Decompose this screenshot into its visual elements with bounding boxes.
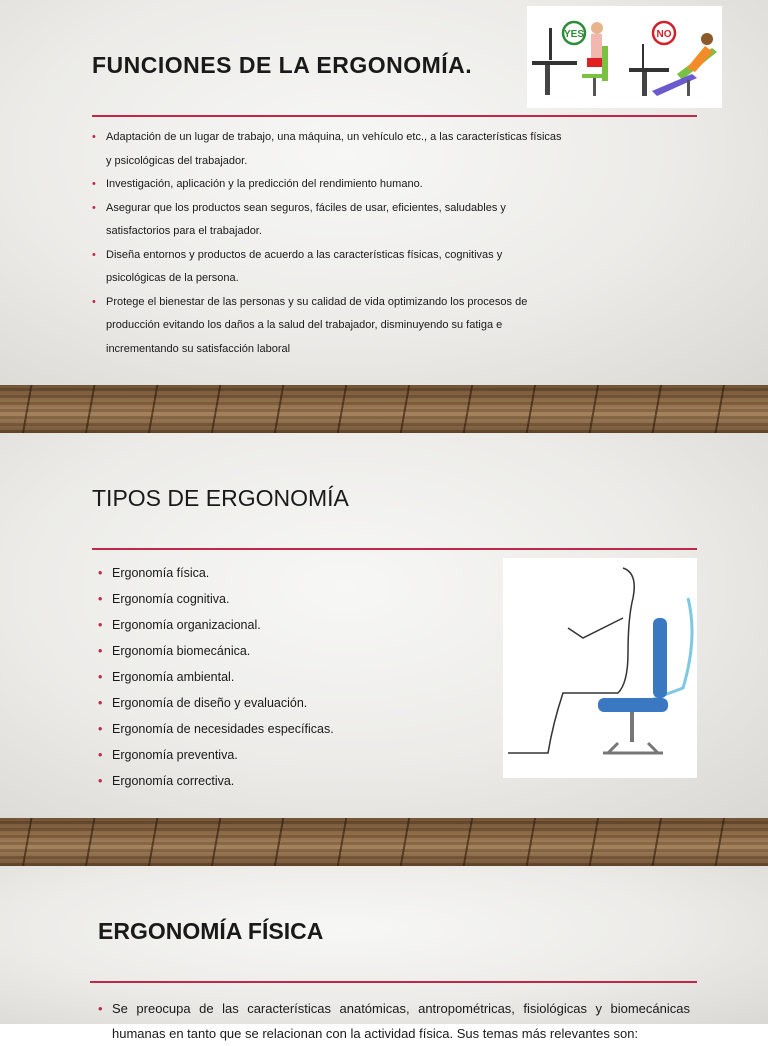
list-item: • Se preocupa de las características anatómicas, antropométricas, fisiológicas y biomecánicas humanas en tanto que se relacionan con la actividad física. Sus temas más relevantes son: — [98, 1001, 690, 1041]
slide-funciones — [0, 0, 768, 385]
slide-title: FUNCIONES DE LA ERGONOMÍA. — [92, 52, 473, 78]
list-item: • Ergonomía preventiva. — [98, 748, 238, 762]
wood-floor-divider — [0, 818, 768, 866]
list-item: • Ergonomía organizacional. — [98, 618, 261, 632]
list-item: • Ergonomía ambiental. — [98, 670, 235, 684]
slide-title: ERGONOMÍA FÍSICA — [98, 918, 324, 944]
no-label: NO — [656, 29, 672, 40]
list-item: • Ergonomía física. — [98, 566, 210, 580]
physical-list — [98, 996, 690, 1046]
list-item: • Ergonomía cognitiva. — [98, 592, 230, 606]
functions-list — [92, 126, 562, 361]
list-item: • Diseña entornos y productos de acuerdo a las características físicas, cognitivas y psicológicas de la persona. — [92, 248, 503, 284]
slide-tipos — [0, 433, 768, 818]
slide-title: TIPOS DE ERGONOMÍA — [92, 485, 349, 511]
list-item: • Ergonomía de necesidades específicas. — [98, 722, 334, 736]
list-item: • Ergonomía biomecánica. — [98, 644, 251, 658]
posture-yes-no-image — [527, 6, 722, 108]
list-item: • Adaptación de un lugar de trabajo, una máquina, un vehículo etc., a las características físicas y psicológicas del trabajador. — [92, 131, 562, 167]
seated-posture-image — [503, 558, 697, 778]
list-item: • Investigación, aplicación y la predicción del rendimiento humano. — [92, 178, 423, 190]
list-item: • Ergonomía correctiva. — [98, 774, 235, 788]
list-item: • Asegurar que los productos sean seguros, fáciles de usar, eficientes, saludables y satisfactorios para el trabajador. — [92, 201, 506, 237]
title-divider — [90, 981, 697, 983]
yes-label: YES — [563, 29, 585, 40]
slide-ergonomia-fisica — [0, 866, 768, 1041]
title-divider — [92, 548, 697, 550]
list-item: • Ergonomía de diseño y evaluación. — [98, 696, 308, 710]
list-item: • Protege el bienestar de las personas y su calidad de vida optimizando los procesos de producción evitando los daños a la salud del trabajador, disminuyendo su fatiga e incrementando su satisfacción laboral — [92, 295, 528, 355]
types-list — [98, 560, 478, 794]
title-divider — [92, 115, 697, 117]
wood-floor-divider — [0, 385, 768, 433]
